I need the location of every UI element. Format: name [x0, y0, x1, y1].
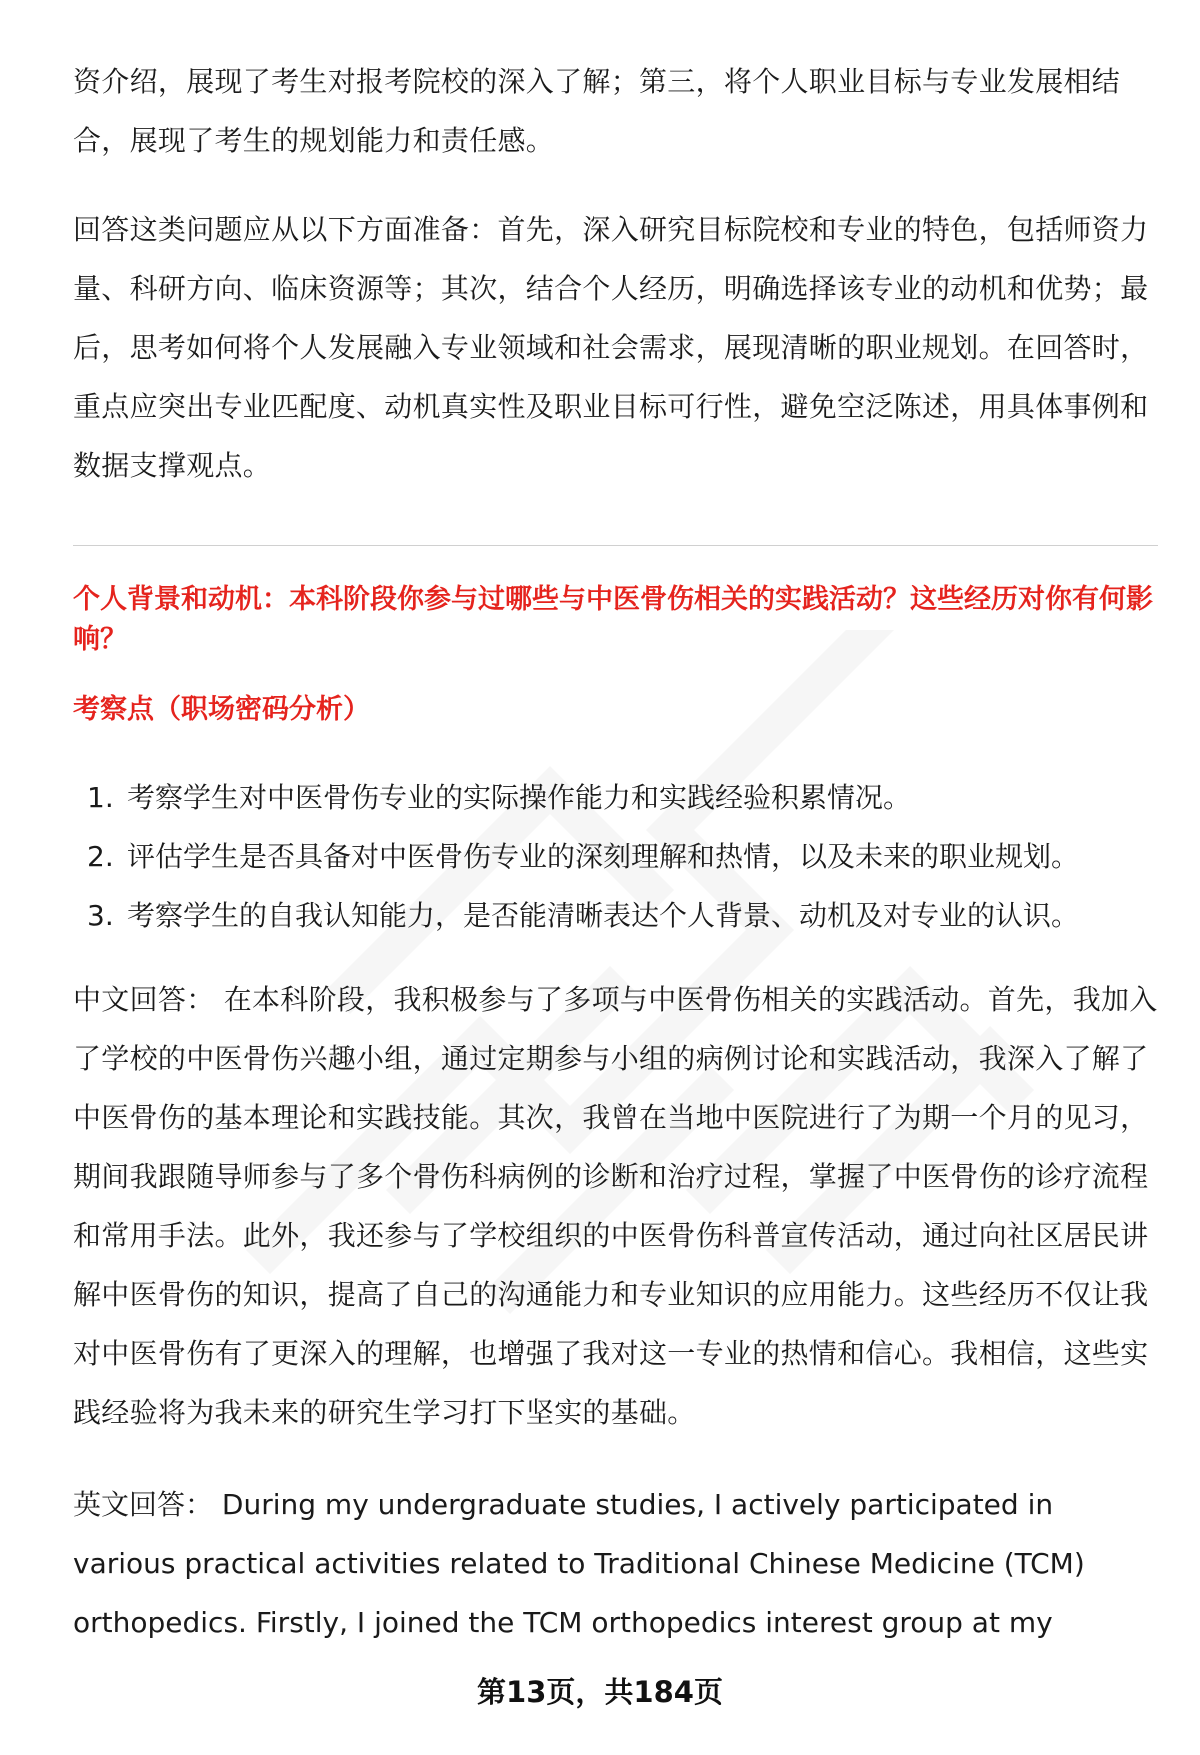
section-divider: [73, 545, 1158, 546]
page-number-footer: 第13页，共184页: [477, 1675, 723, 1709]
assessment-points-heading: 考察点（职场密码分析）: [73, 694, 370, 725]
paragraph-preparation-advice: 回答这类问题应从以下方面准备：首先，深入研究目标院校和专业的特色，包括师资力量、科研方向、临床资源等；其次，结合个人经历，明确选择该专业的动机和优势；最后，思考如何将个人发展融入专业领域和社会需求，展现清晰的职业规划。在回答时，重点应突出专业匹配度、动机真实性及职业目标可行性，避免空泛陈述，用具体事例和数据支撑观点。: [73, 213, 1149, 482]
list-item: [73, 768, 1158, 827]
list-item-number: 2.: [87, 840, 114, 873]
list-item-text: 考察学生对中医骨伤专业的实际操作能力和实践经验积累情况。: [127, 781, 912, 814]
question-heading: 个人背景和动机：本科阶段你参与过哪些与中医骨伤相关的实践活动？这些经历对你有何影响？: [73, 584, 1153, 655]
list-item: [73, 886, 1158, 945]
list-item-text: 评估学生是否具备对中医骨伤专业的深刻理解和热情，以及未来的职业规划。: [127, 840, 1080, 873]
list-item-text: 考察学生的自我认知能力，是否能清晰表达个人背景、动机及对专业的认识。: [127, 899, 1080, 932]
list-item-number: 3.: [87, 899, 114, 932]
paragraph-intro-continued: 资介绍，展现了考生对报考院校的深入了解；第三，将个人职业目标与专业发展相结合，展现了考生的规划能力和责任感。: [73, 65, 1121, 157]
list-item: [73, 827, 1158, 886]
chinese-answer: 中文回答： 在本科阶段，我积极参与了多项与中医骨伤相关的实践活动。首先，我加入了学校的中医骨伤兴趣小组，通过定期参与小组的病例讨论和实践活动，我深入了解了中医骨伤的基本理论和实践技能。其次，我曾在当地中医院进行了为期一个月的见习，期间我跟随导师参与了多个骨伤科病例的诊断和治疗过程，掌握了中医骨伤的诊疗流程和常用手法。此外，我还参与了学校组织的中医骨伤科普宣传活动，通过向社区居民讲解中医骨伤的知识，提高了自己的沟通能力和专业知识的应用能力。这些经历不仅让我对中医骨伤有了更深入的理解，也增强了我对这一专业的热情和信心。我相信，这些实践经验将为我未来的研究生学习打下坚实的基础。: [73, 983, 1158, 1429]
english-answer: 英文回答： During my undergraduate studies, I actively participated in various practical activities related to Traditional Chinese Medicine (TCM) orthopedics. Firstly, I joined the TCM orthopedics interest group at my: [73, 1488, 1085, 1639]
assessment-points-list: [73, 768, 1158, 945]
list-item-number: 1.: [87, 781, 114, 814]
